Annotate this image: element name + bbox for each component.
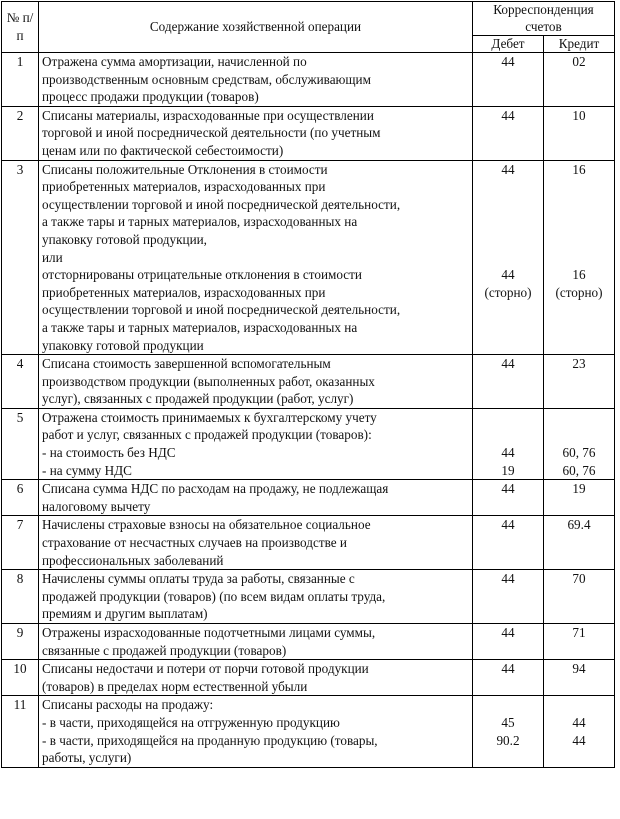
operation-line: связанные с продажей продукции (товаров) xyxy=(42,642,287,658)
operation-line: упаковку готовой продукции xyxy=(42,337,204,353)
row-credit xyxy=(544,160,615,355)
operation-line: Отражена стоимость принимаемых к бухгалтерскому учету xyxy=(42,409,377,425)
operation-line: Списаны расходы на продажу: xyxy=(42,697,214,713)
row-debit xyxy=(473,160,544,355)
row-number: 6 xyxy=(2,480,39,516)
operation-line: страхование от несчастных случаев на производстве и xyxy=(42,535,347,551)
table-row xyxy=(2,53,615,107)
row-number: 5 xyxy=(2,408,39,479)
row-credit xyxy=(544,408,615,479)
operation-line: отсторнированы отрицательные отклонения в стоимости xyxy=(42,267,362,283)
row-description xyxy=(39,160,473,355)
row-debit xyxy=(473,696,544,767)
row-number: 10 xyxy=(2,660,39,696)
credit-value: 70 xyxy=(572,571,586,587)
credit-value: 10 xyxy=(572,107,586,123)
operation-line: налоговому вычету xyxy=(42,498,151,514)
row-description xyxy=(39,355,473,409)
row-credit xyxy=(544,355,615,409)
operation-line: - на сумму НДС xyxy=(42,462,132,478)
operation-line: Списаны материалы, израсходованные при осуществлении xyxy=(42,107,374,123)
debit-value: 44 xyxy=(501,267,515,283)
header-debit: Дебет xyxy=(473,36,544,53)
operation-line: осуществлении торговой и иной посреднической деятельности, xyxy=(42,302,401,318)
debit-value: 90.2 xyxy=(496,732,520,748)
header-credit: Кредит xyxy=(544,36,615,53)
table-row xyxy=(2,408,615,479)
row-credit xyxy=(544,696,615,767)
operation-line: процесс продажи продукции (товаров) xyxy=(42,89,259,105)
debit-value: 44 xyxy=(501,107,515,123)
credit-value: 94 xyxy=(572,661,586,677)
row-number: 9 xyxy=(2,624,39,660)
credit-value: 60, 76 xyxy=(562,462,596,478)
operation-line: продажей продукции (товаров) (по всем видам оплаты труда, xyxy=(42,588,386,604)
operation-line: - в части, приходящейся на проданную продукцию (товары, xyxy=(42,732,378,748)
debit-value: 44 xyxy=(501,571,515,587)
row-description xyxy=(39,696,473,767)
credit-value xyxy=(547,213,611,231)
operation-line: Списаны положительные Отклонения в стоимости xyxy=(42,161,328,177)
table-row xyxy=(2,480,615,516)
row-debit xyxy=(473,106,544,160)
operation-line: - в части, приходящейся на отгруженную продукцию xyxy=(42,714,340,730)
operation-line: работ и услуг, связанных с продажей продукции (товаров): xyxy=(42,427,372,443)
row-description xyxy=(39,570,473,624)
table-row xyxy=(2,106,615,160)
table-body xyxy=(2,53,615,768)
debit-value: (сторно) xyxy=(484,284,532,300)
credit-value: 19 xyxy=(572,481,586,497)
operation-line: услуг), связанных с продажей продукции (работ, услуг) xyxy=(42,391,354,407)
operation-line: а также тары и тарных материалов, израсходованных на xyxy=(42,319,358,335)
credit-value xyxy=(547,696,611,714)
row-debit xyxy=(473,480,544,516)
row-number: 4 xyxy=(2,355,39,409)
row-credit xyxy=(544,480,615,516)
operation-line: а также тары и тарных материалов, израсходованных на xyxy=(42,214,358,230)
operation-line: профессиональных заболеваний xyxy=(42,552,224,568)
credit-value: (сторно) xyxy=(555,284,603,300)
operation-line: Отражена сумма амортизации, начисленной по xyxy=(42,54,307,69)
credit-value: 44 xyxy=(572,714,586,730)
operation-line: Списана сумма НДС по расходам на продажу, не подлежащая xyxy=(42,481,389,497)
debit-value xyxy=(476,409,540,427)
credit-value xyxy=(547,749,611,767)
operation-line: Начислены страховые взносы на обязательное социальное xyxy=(42,517,371,533)
credit-value: 23 xyxy=(572,356,586,372)
operation-line: (товаров) в пределах норм естественной убыли xyxy=(42,678,308,694)
row-number: 11 xyxy=(2,696,39,767)
table-row xyxy=(2,696,615,767)
operation-line: или xyxy=(42,249,63,265)
credit-value xyxy=(547,426,611,444)
credit-value: 02 xyxy=(572,54,586,69)
debit-value xyxy=(476,196,540,214)
row-credit xyxy=(544,624,615,660)
row-number: 1 xyxy=(2,53,39,107)
debit-value xyxy=(476,696,540,714)
row-credit xyxy=(544,106,615,160)
debit-value xyxy=(476,231,540,249)
row-number: 8 xyxy=(2,570,39,624)
row-credit xyxy=(544,570,615,624)
credit-value xyxy=(547,178,611,196)
operation-line: упаковку готовой продукции, xyxy=(42,231,207,247)
row-number: 7 xyxy=(2,516,39,570)
operation-line: производственным основным средствам, обслуживающим xyxy=(42,71,371,87)
row-debit xyxy=(473,516,544,570)
credit-value: 69.4 xyxy=(567,517,591,533)
table-row xyxy=(2,570,615,624)
row-debit xyxy=(473,53,544,107)
operation-line: Начислены суммы оплаты труда за работы, связанные с xyxy=(42,571,355,587)
operation-line: работы, услуги) xyxy=(42,750,132,766)
header-description: Содержание хозяйственной операции xyxy=(39,2,473,53)
debit-value xyxy=(476,426,540,444)
row-debit xyxy=(473,408,544,479)
debit-value: 44 xyxy=(501,54,515,69)
row-credit xyxy=(544,660,615,696)
credit-value xyxy=(547,249,611,267)
credit-value: 60, 76 xyxy=(562,445,596,461)
debit-value xyxy=(476,749,540,767)
debit-value xyxy=(476,249,540,267)
row-description xyxy=(39,516,473,570)
operation-line: - на стоимость без НДС xyxy=(42,445,176,461)
row-description xyxy=(39,408,473,479)
row-debit xyxy=(473,624,544,660)
debit-value: 44 xyxy=(501,356,515,372)
row-description xyxy=(39,624,473,660)
debit-value: 45 xyxy=(501,714,515,730)
credit-value xyxy=(547,196,611,214)
header-correspondence: Корреспонденция счетов xyxy=(473,2,615,36)
operation-line: производством продукции (выполненных работ, оказанных xyxy=(42,373,375,389)
table-row xyxy=(2,516,615,570)
operation-line: приобретенных материалов, израсходованных при xyxy=(42,284,326,300)
debit-value: 44 xyxy=(501,625,515,640)
debit-value: 19 xyxy=(501,462,515,478)
table-row xyxy=(2,160,615,355)
row-debit xyxy=(473,570,544,624)
credit-value xyxy=(547,231,611,249)
credit-value: 71 xyxy=(572,625,586,640)
operation-line: премиям и другим выплатам) xyxy=(42,606,208,622)
operation-line: Списаны недостачи и потери от порчи готовой продукции xyxy=(42,661,369,677)
credit-value xyxy=(547,409,611,427)
row-credit xyxy=(544,516,615,570)
operation-line: осуществлении торговой и иной посреднической деятельности, xyxy=(42,196,401,212)
row-description xyxy=(39,480,473,516)
table-row xyxy=(2,660,615,696)
debit-value: 44 xyxy=(501,481,515,497)
credit-value: 16 xyxy=(572,267,586,283)
row-debit xyxy=(473,660,544,696)
row-debit xyxy=(473,355,544,409)
credit-value: 44 xyxy=(572,732,586,748)
debit-value: 44 xyxy=(501,661,515,677)
table-row xyxy=(2,355,615,409)
row-credit xyxy=(544,53,615,107)
debit-value: 44 xyxy=(501,445,515,461)
debit-value xyxy=(476,178,540,196)
operation-line: торговой и иной посреднической деятельности (по учетным xyxy=(42,125,381,141)
row-description xyxy=(39,660,473,696)
row-description xyxy=(39,106,473,160)
row-number: 2 xyxy=(2,106,39,160)
operation-line: ценам или по фактической себестоимости) xyxy=(42,142,284,158)
header-number: № п/п xyxy=(2,2,39,53)
operations-table xyxy=(1,1,615,768)
row-number: 3 xyxy=(2,160,39,355)
debit-value xyxy=(476,213,540,231)
header-row-top xyxy=(2,2,615,36)
debit-value: 44 xyxy=(501,161,515,177)
table-header xyxy=(2,2,615,53)
operation-line: Списана стоимость завершенной вспомогательным xyxy=(42,356,331,372)
operation-line: Отражены израсходованные подотчетными лицами суммы, xyxy=(42,625,376,640)
credit-value: 16 xyxy=(572,161,586,177)
table-row xyxy=(2,624,615,660)
debit-value: 44 xyxy=(501,517,515,533)
operation-line: приобретенных материалов, израсходованных при xyxy=(42,179,326,195)
row-description xyxy=(39,53,473,107)
